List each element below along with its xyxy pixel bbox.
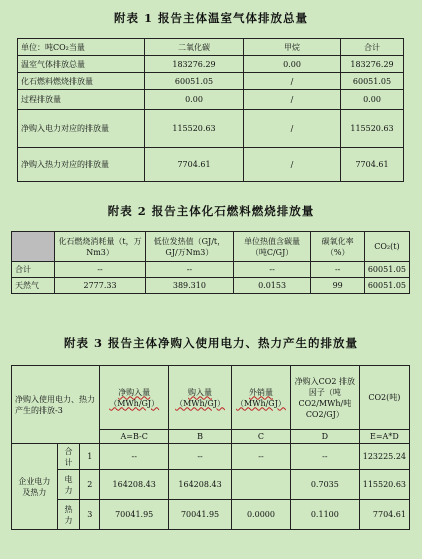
table-cell: 115520.63	[359, 470, 409, 500]
header-cell: 外销量（MWh/GJ）	[232, 366, 291, 430]
table-cell: 183276.29	[145, 56, 244, 73]
table-cell: 60051.05	[341, 73, 404, 90]
table-cell: --	[54, 262, 145, 278]
row-number: 1	[80, 444, 100, 470]
table-cell: --	[169, 444, 232, 470]
table2-title: 附表 2 报告主体化石燃料燃烧排放量	[107, 204, 315, 218]
table-cell: 123225.24	[359, 444, 409, 470]
header-cell: 化石燃烧消耗量（t，万Nm3）	[54, 232, 145, 262]
table-cell: 164208.43	[169, 470, 232, 500]
table1-title: 附表 1 报告主体温室气体排放总量	[113, 11, 308, 25]
header-cell: 单位热值含碳量（吨C/GJ）	[233, 232, 311, 262]
table-cell: 60051.05	[145, 73, 244, 90]
header-cell: 低位发热值（GJ/t，GJ/万Nm3）	[146, 232, 234, 262]
table-cell: 70041.95	[100, 500, 169, 530]
table-cell: 2777.33	[54, 278, 145, 294]
header-cell: CO₂(t)	[364, 232, 409, 262]
table-cell: 0.00	[244, 56, 341, 73]
table-cell: 0.00	[341, 90, 404, 110]
header-cell: 碳氧化率（%）	[311, 232, 364, 262]
table-cell: --	[290, 444, 359, 470]
table-cell: 115520.63	[145, 110, 244, 148]
row-label: 过程排放量	[18, 90, 145, 110]
table-cell: 0.00	[145, 90, 244, 110]
table-cell: 164208.43	[100, 470, 169, 500]
table-cell: 60051.05	[364, 262, 409, 278]
table-cell: /	[244, 90, 341, 110]
table-cell: 0.0153	[233, 278, 311, 294]
table-cell: /	[244, 110, 341, 148]
fossil-fuel-table	[11, 231, 410, 294]
table-row	[18, 73, 404, 90]
table-cell: /	[244, 73, 341, 90]
table-cell: 7704.61	[341, 148, 404, 182]
row-label: 合计	[12, 262, 55, 278]
row-label: 净购入电力对应的排放量	[18, 110, 145, 148]
table-cell: 183276.29	[341, 56, 404, 73]
row-label: 天然气	[12, 278, 55, 294]
table-row	[12, 444, 410, 470]
header-cell: 二氧化碳	[145, 39, 244, 56]
row-label: 电力	[57, 470, 79, 500]
table-header-row	[12, 366, 410, 430]
table-cell: 115520.63	[341, 110, 404, 148]
row-label: 合计	[57, 444, 79, 470]
table-cell: --	[232, 444, 291, 470]
table-row	[18, 148, 404, 182]
table-cell: --	[311, 262, 364, 278]
header-cell: 购入量（MWh/GJ）	[169, 366, 232, 430]
table-cell: 0.1100	[290, 500, 359, 530]
table-row	[12, 262, 410, 278]
group-label: 企业电力及热力	[12, 444, 58, 530]
row-label: 净购入热力对应的排放量	[18, 148, 145, 182]
row-number: 2	[80, 470, 100, 500]
table-cell: --	[100, 444, 169, 470]
header-cell-empty	[12, 232, 55, 262]
table-row	[18, 110, 404, 148]
table-cell: 0.0000	[232, 500, 291, 530]
header-cell: 净购入量（MWh/GJ）	[100, 366, 169, 430]
table-cell: 60051.05	[364, 278, 409, 294]
table-row	[12, 278, 410, 294]
table-cell: 7704.61	[145, 148, 244, 182]
table3-title: 附表 3 报告主体净购入使用电力、热力产生的排放量	[63, 336, 358, 350]
row-label: 温室气体排放总量	[18, 56, 145, 73]
table-cell: 389.310	[146, 278, 234, 294]
formula-cell: B	[169, 430, 232, 444]
formula-cell: C	[232, 430, 291, 444]
header-cell: 净购入CO2 排放因子（吨CO2/MWh/吨CO2/GJ）	[290, 366, 359, 430]
table-row	[18, 56, 404, 73]
table-cell: 99	[311, 278, 364, 294]
formula-cell: A=B-C	[100, 430, 169, 444]
table-header-row	[12, 232, 410, 262]
table-cell: --	[233, 262, 311, 278]
table-cell: /	[244, 148, 341, 182]
header-cell: 单位：吨CO₂当量	[18, 39, 145, 56]
row-label: 热力	[57, 500, 79, 530]
row-label: 化石燃料燃烧排放量	[18, 73, 145, 90]
table-header-row	[18, 39, 404, 56]
row-number: 3	[80, 500, 100, 530]
purchased-energy-table	[11, 365, 410, 530]
table-cell: 0.7035	[290, 470, 359, 500]
table-row	[18, 90, 404, 110]
table-cell: 70041.95	[169, 500, 232, 530]
table-row	[12, 500, 410, 530]
table-row	[12, 470, 410, 500]
corner-cell: 净购入使用电力、热力产生的排放-3	[12, 366, 100, 444]
ghg-total-table	[17, 38, 404, 182]
header-cell: CO2(吨)	[359, 366, 409, 430]
table-cell: --	[146, 262, 234, 278]
header-cell: 甲烷	[244, 39, 341, 56]
table-cell	[232, 470, 291, 500]
header-cell: 合计	[341, 39, 404, 56]
formula-cell: E=A*D	[359, 430, 409, 444]
formula-cell: D	[290, 430, 359, 444]
table-cell: 7704.61	[359, 500, 409, 530]
